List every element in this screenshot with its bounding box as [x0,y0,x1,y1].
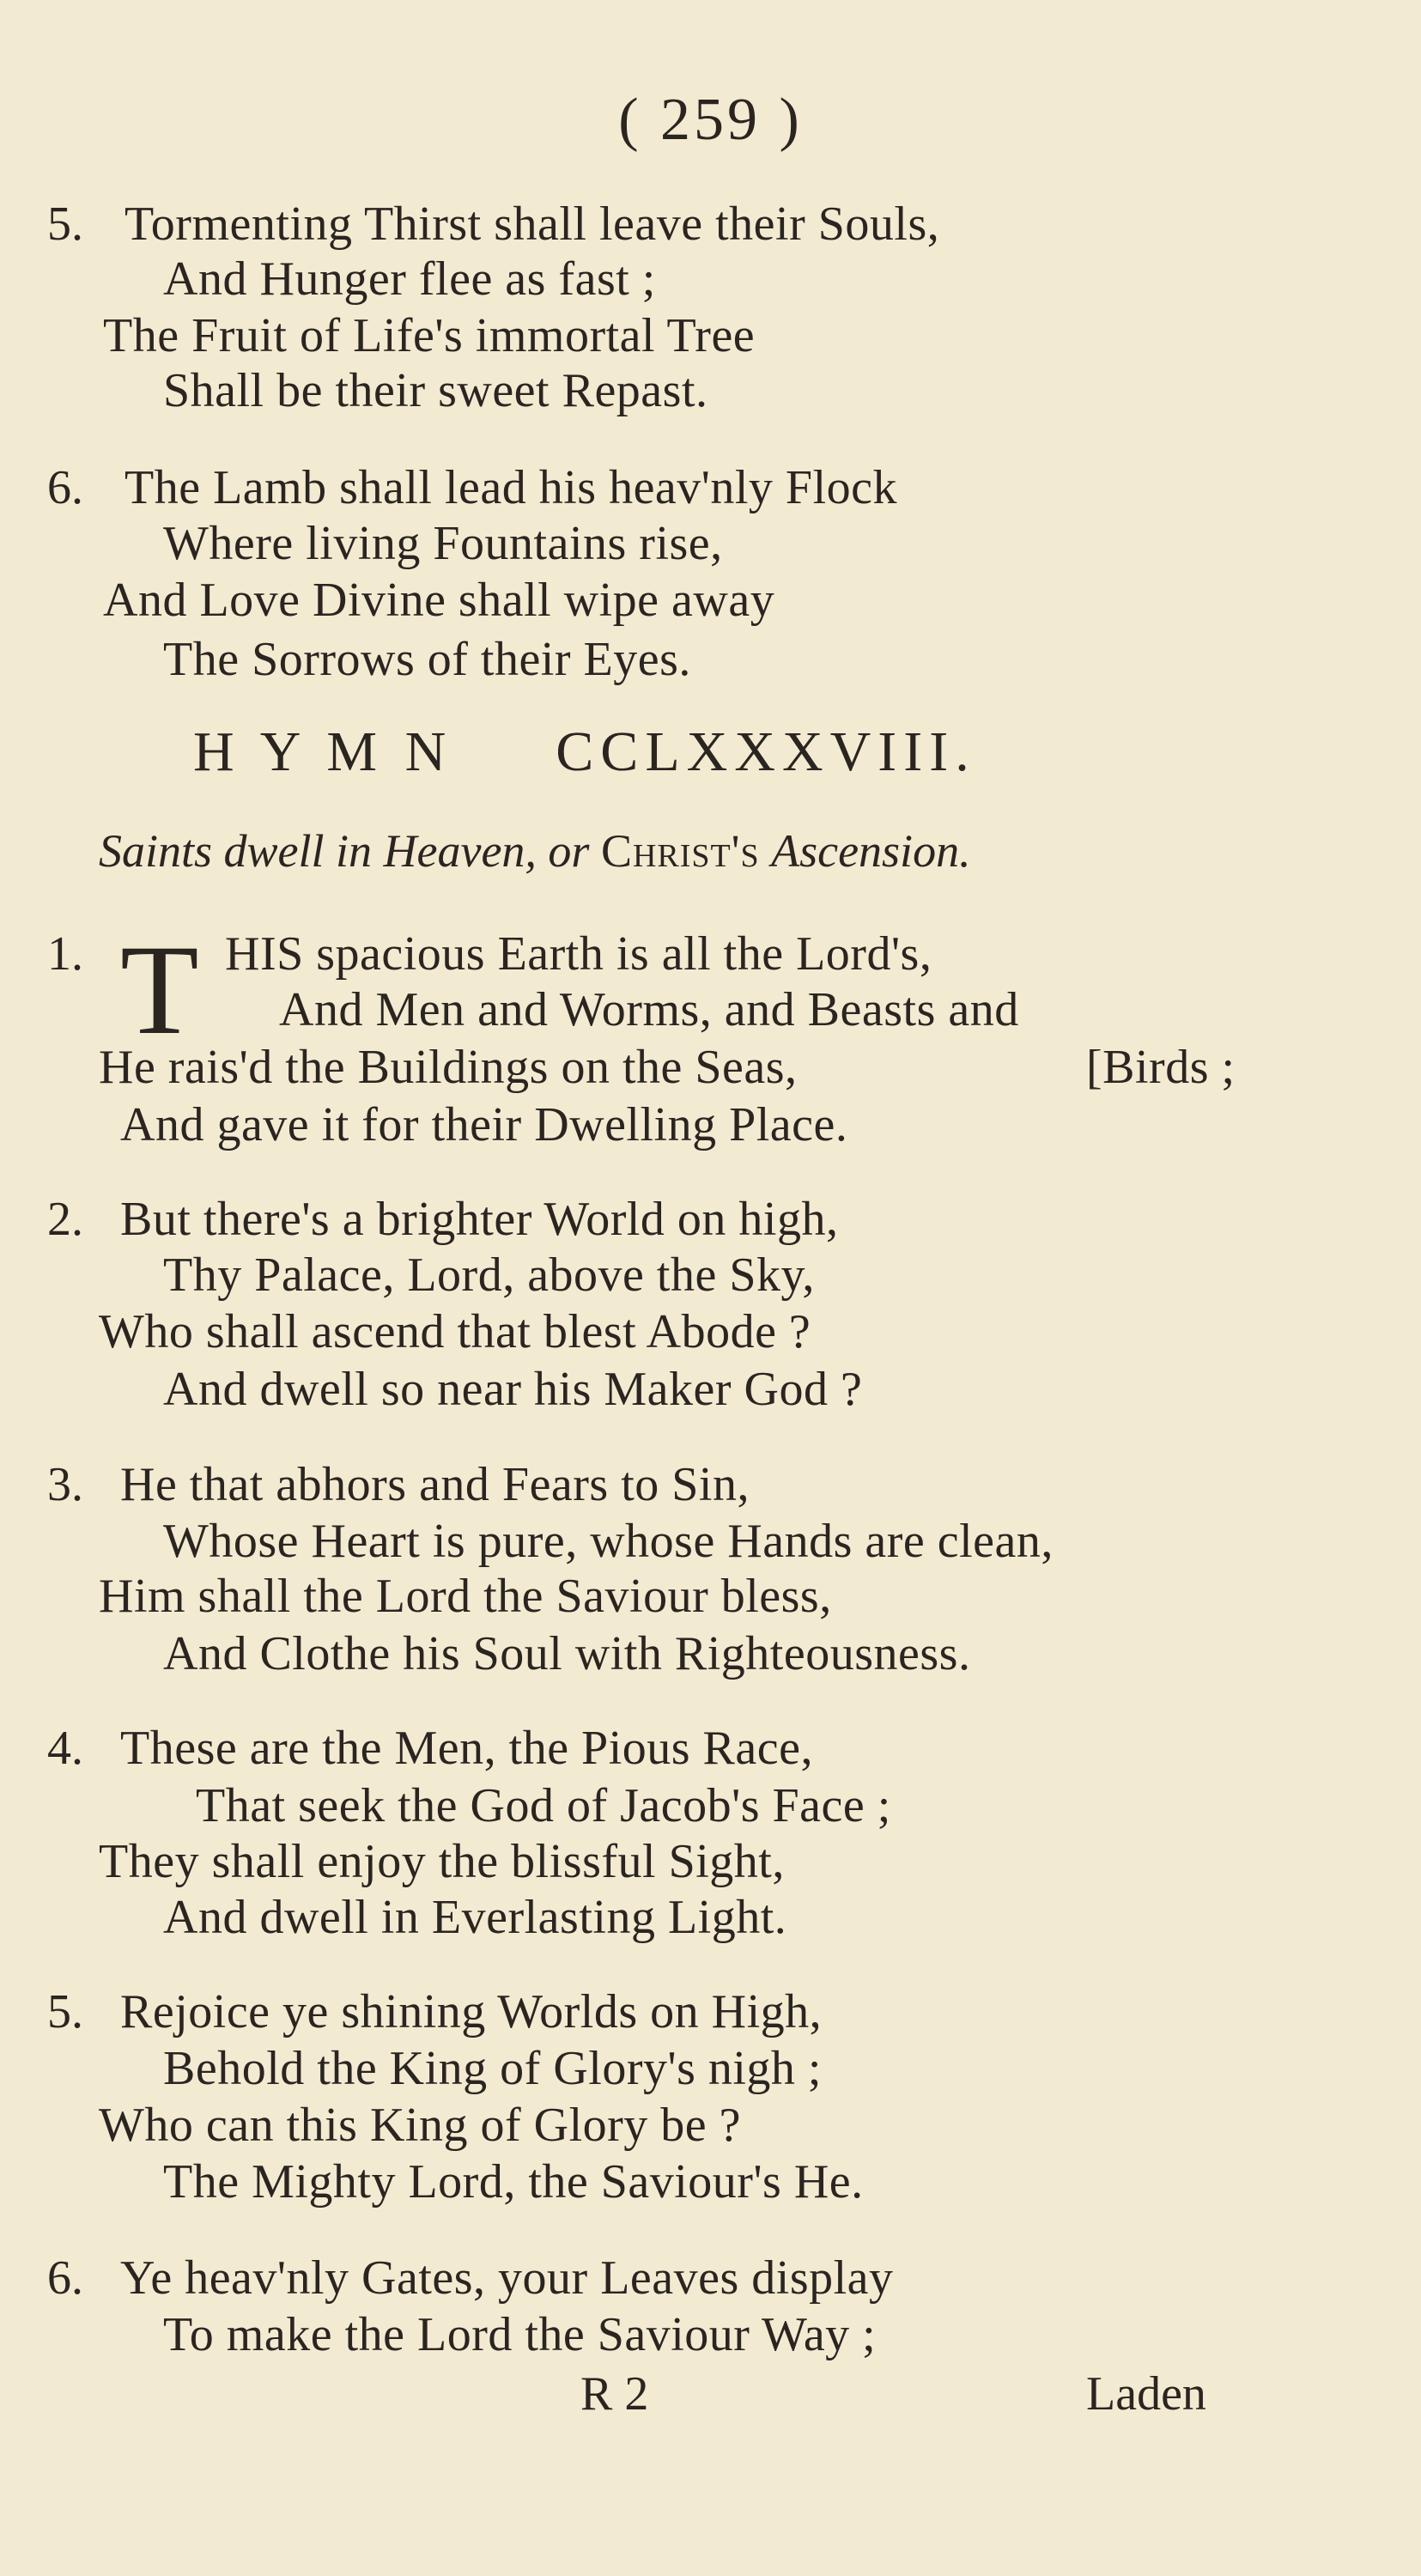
verse-line: And Hunger flee as fast ; [163,252,656,306]
verse-line: These are the Men, the Pious Race, [120,1722,813,1775]
hymn-number: CCLXXXVIII. [556,720,976,783]
verse-line: And gave it for their Dwelling Place. [120,1098,848,1151]
verse-number: 5. [47,1985,83,2038]
verse-line: And Men and Worms, and Beasts and [279,983,1019,1036]
verse-line: To make the Lord the Saviour Way ; [163,2308,877,2361]
verse-line: Whose Heart is pure, whose Hands are clean, [163,1515,1054,1568]
verse-number: 6. [47,461,83,514]
catchword: Laden [1086,2367,1206,2421]
verse-line: And Love Divine shall wipe away [103,574,775,627]
verse-line: Ye heav'nly Gates, your Leaves display [120,2251,894,2305]
verse-number: 4. [47,1722,83,1775]
subtitle-italic: or [548,825,590,877]
verse-line: He rais'd the Buildings on the Seas, [99,1041,798,1094]
verse-line: And dwell in Everlasting Light. [163,1891,787,1944]
hymn-subtitle [99,824,971,878]
verse-number: 6. [47,2251,83,2305]
subtitle-smallcaps: Christ's [600,825,760,877]
subtitle-italic: Ascension. [771,825,971,877]
verse-line: But there's a brighter World on high, [120,1193,839,1246]
verse-line: Him shall the Lord the Saviour bless, [99,1570,832,1623]
verse-line: Tormenting Thirst shall leave their Souls, [124,197,940,251]
verse-line: Rejoice ye shining Worlds on High, [120,1985,823,2038]
verse-line: The Sorrows of their Eyes. [163,633,691,686]
page-number: ( 259 ) [618,87,803,153]
verse-line: Thy Palace, Lord, above the Sky, [163,1249,815,1302]
verse-line: Who shall ascend that blest Abode ? [99,1305,811,1358]
verse-line: Who can this King of Glory be ? [99,2099,741,2152]
verse-line: Behold the King of Glory's nigh ; [163,2042,822,2095]
signature-mark: R 2 [580,2367,649,2421]
verse-line: The Fruit of Life's immortal Tree [103,309,756,362]
hymn-heading [193,720,976,785]
verse-line: He that abhors and Fears to Sin, [120,1458,750,1511]
verse-line: HIS spacious Earth is all the Lord's, [225,927,932,981]
verse-number: 2. [47,1193,83,1246]
verse-line: Where living Fountains rise, [163,517,723,570]
verse-line: The Lamb shall lead his heav'nly Flock [124,461,897,514]
verse-line-turnover: [Birds ; [1086,1041,1236,1094]
verse-number: 1. [47,927,83,981]
verse-number: 3. [47,1458,83,1511]
hymn-label: H Y M N [193,720,453,783]
verse-line: That seek the God of Jacob's Face ; [196,1779,891,1832]
verse-number: 5. [47,197,83,251]
subtitle-italic: Saints dwell in Heaven, [99,825,537,877]
verse-line: They shall enjoy the blissful Sight, [99,1835,785,1888]
verse-line: And Clothe his Soul with Righteousness. [163,1627,971,1680]
drop-cap: T [120,919,199,1061]
verse-line: The Mighty Lord, the Saviour's He. [163,2155,864,2208]
verse-line: And dwell so near his Maker God ? [163,1363,863,1416]
verse-line: Shall be their sweet Repast. [163,364,708,417]
